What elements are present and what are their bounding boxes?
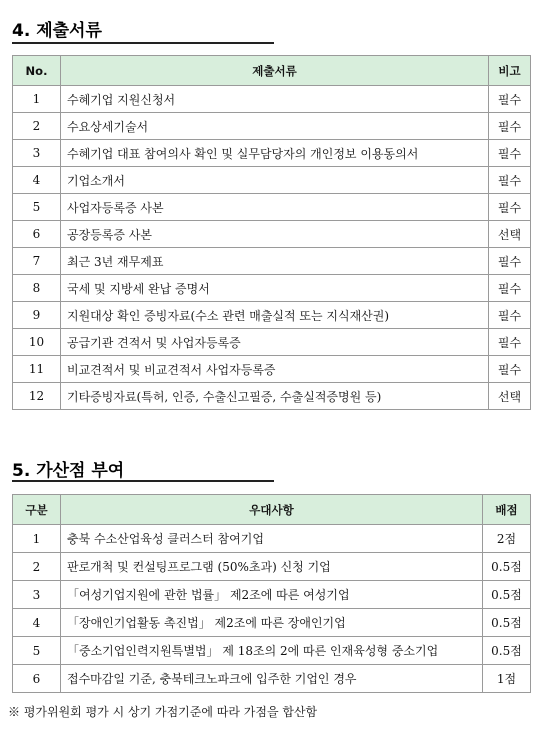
section-4-title: 4. 제출서류 — [12, 21, 102, 41]
preference-item-cell: 「장애인기업활동 촉진법」 제2조에 따른 장애인기업 — [61, 609, 483, 637]
row-number-cell: 6 — [13, 221, 61, 248]
row-number-cell: 3 — [13, 140, 61, 167]
table-row — [13, 113, 531, 140]
table-row — [13, 329, 531, 356]
document-name-cell: 수요상세기술서 — [61, 113, 489, 140]
table-header-row — [13, 56, 531, 86]
table-row — [13, 356, 531, 383]
footnote: ※ 평가위원회 평가 시 상기 가점기준에 따라 가점을 합산함 — [8, 705, 318, 719]
score-cell: 0.5점 — [483, 637, 531, 665]
score-cell: 0.5점 — [483, 609, 531, 637]
row-number-cell: 7 — [13, 248, 61, 275]
row-number-cell: 6 — [13, 665, 61, 693]
header-no: No. — [13, 56, 61, 86]
document-name-cell: 사업자등록증 사본 — [61, 194, 489, 221]
submission-documents-body — [13, 86, 531, 410]
bonus-points-body — [13, 525, 531, 693]
section-4-title-rule — [12, 42, 274, 44]
preference-item-cell: 충북 수소산업육성 클러스터 참여기업 — [61, 525, 483, 553]
preference-item-cell: 「여성기업지원에 관한 법률」 제2조에 따른 여성기업 — [61, 581, 483, 609]
row-number-cell: 1 — [13, 86, 61, 113]
table-row — [13, 581, 531, 609]
note-cell: 선택 — [489, 221, 531, 248]
note-cell: 필수 — [489, 302, 531, 329]
header-document: 제출서류 — [61, 56, 489, 86]
table-row — [13, 167, 531, 194]
note-cell: 필수 — [489, 356, 531, 383]
table-row — [13, 637, 531, 665]
row-number-cell: 12 — [13, 383, 61, 410]
row-number-cell: 9 — [13, 302, 61, 329]
score-cell: 0.5점 — [483, 553, 531, 581]
row-number-cell: 8 — [13, 275, 61, 302]
table-row — [13, 525, 531, 553]
submission-documents-table — [12, 55, 531, 410]
row-number-cell: 10 — [13, 329, 61, 356]
table-row — [13, 221, 531, 248]
table-row — [13, 248, 531, 275]
document-name-cell: 국세 및 지방세 완납 증명서 — [61, 275, 489, 302]
document-name-cell: 수혜기업 대표 참여의사 확인 및 실무담당자의 개인정보 이용동의서 — [61, 140, 489, 167]
row-number-cell: 5 — [13, 194, 61, 221]
table-row — [13, 302, 531, 329]
header-score: 배점 — [483, 495, 531, 525]
document-name-cell: 지원대상 확인 증빙자료(수소 관련 매출실적 또는 지식재산권) — [61, 302, 489, 329]
note-cell: 필수 — [489, 329, 531, 356]
note-cell: 필수 — [489, 167, 531, 194]
row-number-cell: 2 — [13, 113, 61, 140]
header-category: 구분 — [13, 495, 61, 525]
note-cell: 필수 — [489, 275, 531, 302]
table-row — [13, 140, 531, 167]
section-5-title-rule — [12, 480, 274, 482]
preference-item-cell: 접수마감일 기준, 충북테크노파크에 입주한 기업인 경우 — [61, 665, 483, 693]
document-name-cell: 비교견적서 및 비교견적서 사업자등록증 — [61, 356, 489, 383]
table-row — [13, 194, 531, 221]
score-cell: 0.5점 — [483, 581, 531, 609]
section-5-title: 5. 가산점 부여 — [12, 461, 125, 481]
note-cell: 필수 — [489, 113, 531, 140]
header-preference: 우대사항 — [61, 495, 483, 525]
document-name-cell: 최근 3년 재무제표 — [61, 248, 489, 275]
header-note: 비고 — [489, 56, 531, 86]
row-number-cell: 2 — [13, 553, 61, 581]
note-cell: 필수 — [489, 194, 531, 221]
table-row — [13, 665, 531, 693]
document-name-cell: 수혜기업 지원신청서 — [61, 86, 489, 113]
table-row — [13, 609, 531, 637]
table-row — [13, 86, 531, 113]
note-cell: 선택 — [489, 383, 531, 410]
note-cell: 필수 — [489, 140, 531, 167]
row-number-cell: 3 — [13, 581, 61, 609]
row-number-cell: 4 — [13, 167, 61, 194]
table-row — [13, 275, 531, 302]
bonus-points-table — [12, 494, 531, 693]
document-name-cell: 기업소개서 — [61, 167, 489, 194]
note-cell: 필수 — [489, 86, 531, 113]
document-name-cell: 공급기관 견적서 및 사업자등록증 — [61, 329, 489, 356]
row-number-cell: 11 — [13, 356, 61, 383]
row-number-cell: 4 — [13, 609, 61, 637]
row-number-cell: 1 — [13, 525, 61, 553]
table-row — [13, 383, 531, 410]
table-header-row — [13, 495, 531, 525]
preference-item-cell: 판로개척 및 컨설팅프로그램 (50%초과) 신청 기업 — [61, 553, 483, 581]
row-number-cell: 5 — [13, 637, 61, 665]
document-name-cell: 기타증빙자료(특허, 인증, 수출신고필증, 수출실적증명원 등) — [61, 383, 489, 410]
document-name-cell: 공장등록증 사본 — [61, 221, 489, 248]
score-cell: 1점 — [483, 665, 531, 693]
score-cell: 2점 — [483, 525, 531, 553]
preference-item-cell: 「중소기업인력지원특별법」 제 18조의 2에 따른 인재육성형 중소기업 — [61, 637, 483, 665]
note-cell: 필수 — [489, 248, 531, 275]
table-row — [13, 553, 531, 581]
